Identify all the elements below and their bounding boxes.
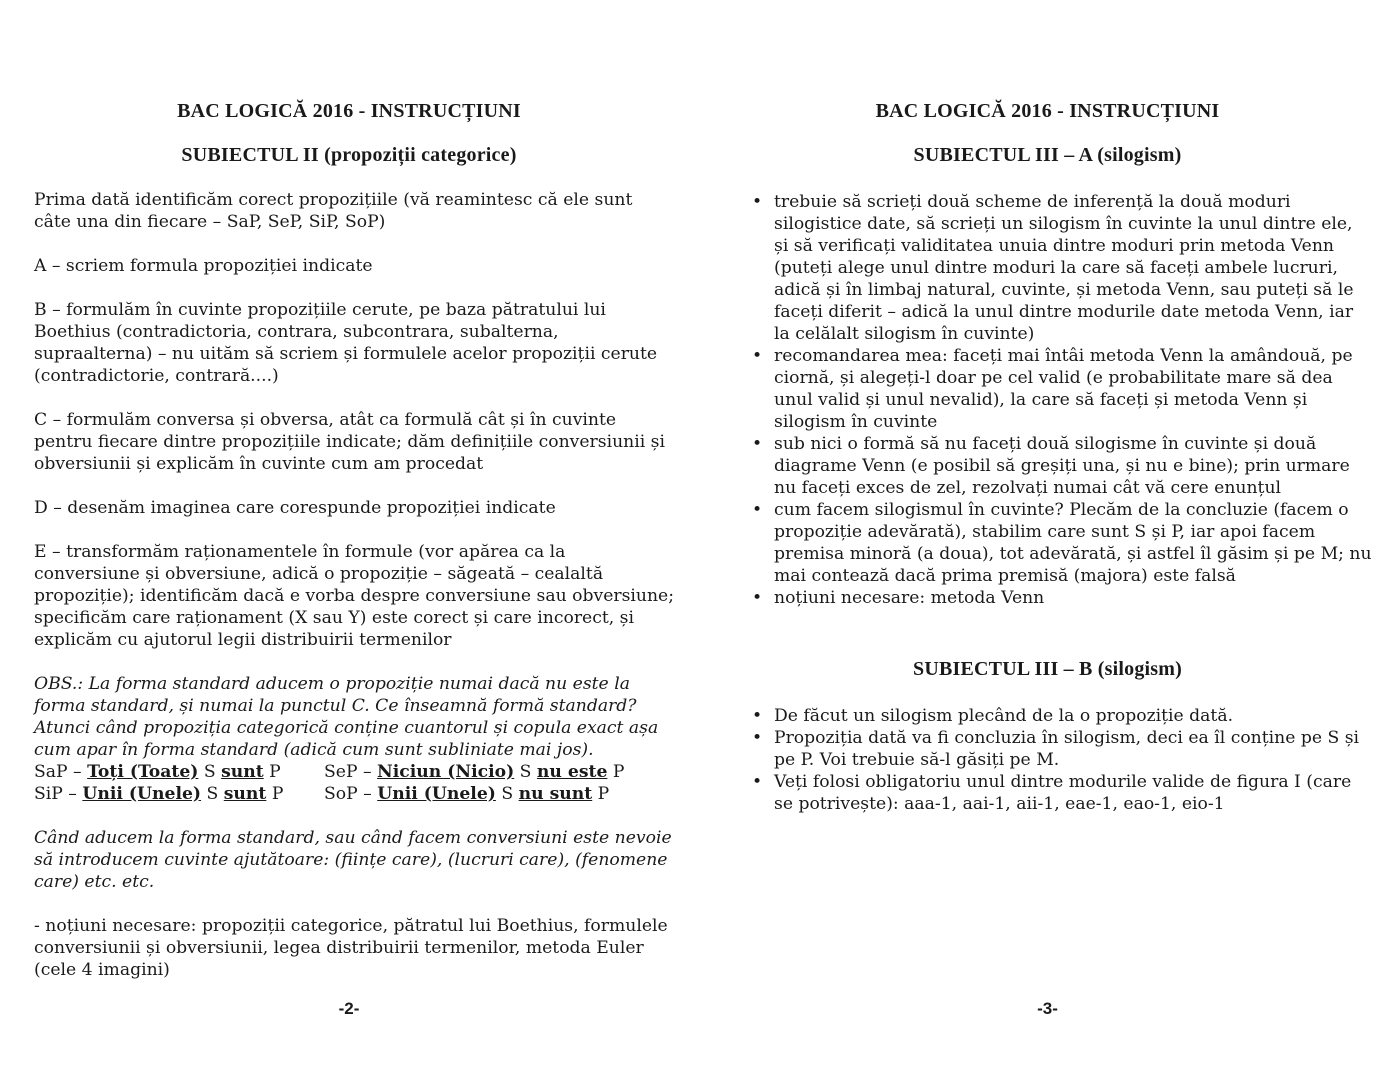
- page-number-left: -2-: [338, 999, 360, 1018]
- form-sep: SeP – Niciun (Nicio) S nu este P: [324, 762, 625, 782]
- bullet-list-a: [752, 191, 1372, 609]
- left-body: [34, 189, 674, 981]
- list-item: • noțiuni necesare: metoda Venn: [752, 587, 1372, 609]
- notions-paragraph: - noțiuni necesare: propoziții categorice, pătratul lui Boethius, formulele conversiunii și obversiunii, legea distribuirii termenilor, metoda Euler (cele 4 imagini): [34, 916, 668, 980]
- list-item: • De făcut un silogism plecând de la o propoziție dată.: [752, 705, 1372, 727]
- item-d: D – desenăm imaginea care corespunde propoziției indicate: [34, 498, 556, 518]
- subtitle-iii-a: SUBIECTUL III – A (silogism): [913, 144, 1182, 166]
- list-item: • recomandarea mea: faceți mai întâi metoda Venn la amândouă, pe ciornă, și alegeți-l doar pe cel valid (e probabilitate mare să dea unul valid și unul nevalid), la care să faceți și metoda Venn și silogism în cuvinte: [752, 345, 1372, 433]
- list-item: • trebuie să scrieți două scheme de inferență la două moduri silogistice date, să scrieți un silogism în cuvinte la unul dintre ele, și să verificați validitatea unuia dintre moduri prin metoda Venn (puteți alege unul dintre moduri la care să faceți ambele lucruri, adică și în limbaj natural, cuvinte, și metoda Venn, sau puteți să le faceți diferit – adică la unul dintre modurile date metoda Venn, iar la celălalt silogism în cuvinte): [752, 191, 1372, 345]
- list-item: • sub nici o formă să nu faceți două silogisme în cuvinte și două diagrame Venn (e posibil să greșiți una, și nu e bine); prin urmare nu faceți exces de zel, rezolvați numai cât vă cere enunțul: [752, 433, 1372, 499]
- intro-paragraph: Prima dată identificăm corect propozițiile (vă reamintesc că ele sunt câte una din fiecare – SaP, SeP, SiP, SoP): [34, 190, 633, 232]
- form-sip: SiP – Unii (Unele) S sunt P: [34, 784, 284, 804]
- item-b: B – formulăm în cuvinte propozițiile cerute, pe baza pătratului lui Boethius (contradictoria, contrara, subcontrara, subalterna, supraalterna) – nu uităm să scriem și formulele acelor propoziții cerute (contradictorie, contrară....): [34, 300, 658, 386]
- bullets-a-block: [752, 191, 1372, 609]
- left-page-title: BAC LOGICĂ 2016 - INSTRUCȚIUNI: [177, 100, 521, 122]
- left-page-subtitle: SUBIECTUL II (propoziții categorice): [181, 144, 517, 166]
- bullets-b-block: [752, 705, 1372, 815]
- bullet-list-b: [752, 705, 1372, 815]
- list-item: • Veți folosi obligatoriu unul dintre modurile valide de figura I (care se potrivește): aaa-1, aai-1, aii-1, eae-1, eao-1, eio-1: [752, 771, 1372, 815]
- obs-paragraph: OBS.: La forma standard aducem o propoziție numai dacă nu este la forma standard, și numai la punctul C. Ce înseamnă formă standard? Atunci când propoziția categorică conține cuantorul și copula exact așa cum apar în forma standard (adică cum sunt subliniate mai jos).: [34, 674, 659, 760]
- standard-forms-row-1: [34, 761, 674, 783]
- right-page-title: BAC LOGICĂ 2016 - INSTRUCȚIUNI: [875, 100, 1220, 122]
- item-e: E – transformăm raționamentele în formule (vor apărea ca la conversiune și obversiune, adică o propoziție – săgeată – cealaltă propoziție); identificăm dacă e vorba despre conversiune sau obversiune; specificăm care raționament (X sau Y) este corect și care incorect, și explicăm cu ajutorul legii distribuirii termenilor: [34, 542, 674, 650]
- form-sap: SaP – Toți (Toate) S sunt P: [34, 762, 281, 782]
- item-c: C – formulăm conversa și obversa, atât ca formulă cât și în cuvinte pentru fiecare dintre propozițiile indicate; dăm definițiile conversiunii și obversiunii și explicăm în cuvinte cum am procedat: [34, 410, 665, 474]
- left-page: [0, 0, 698, 1080]
- list-item: • Propoziția dată va fi concluzia în silogism, deci ea îl conține pe S și pe P. Voi trebuie să-l găsiți pe M.: [752, 727, 1372, 771]
- standard-forms-row-2: [34, 783, 674, 805]
- right-page: [698, 0, 1397, 1080]
- list-item: • cum facem silogismul în cuvinte? Plecăm de la concluzie (facem o propoziție adevărată), stabilim care sunt S și P, iar apoi facem premisa minoră (a doua), tot adevărată, și astfel îl găsim și pe M; nu mai contează dacă prima premisă (majora) este falsă: [752, 499, 1372, 587]
- subtitle-iii-b: SUBIECTUL III – B (silogism): [913, 658, 1182, 680]
- page-number-right: -3-: [1037, 999, 1058, 1018]
- item-a: A – scriem formula propoziției indicate: [34, 256, 373, 276]
- helper-words-paragraph: Când aducem la forma standard, sau când facem conversiuni este nevoie să introducem cuvinte ajutătoare: (ființe care), (lucruri care), (fenomene care) etc. etc.: [34, 828, 672, 892]
- form-sop: SoP – Unii (Unele) S nu sunt P: [324, 784, 610, 804]
